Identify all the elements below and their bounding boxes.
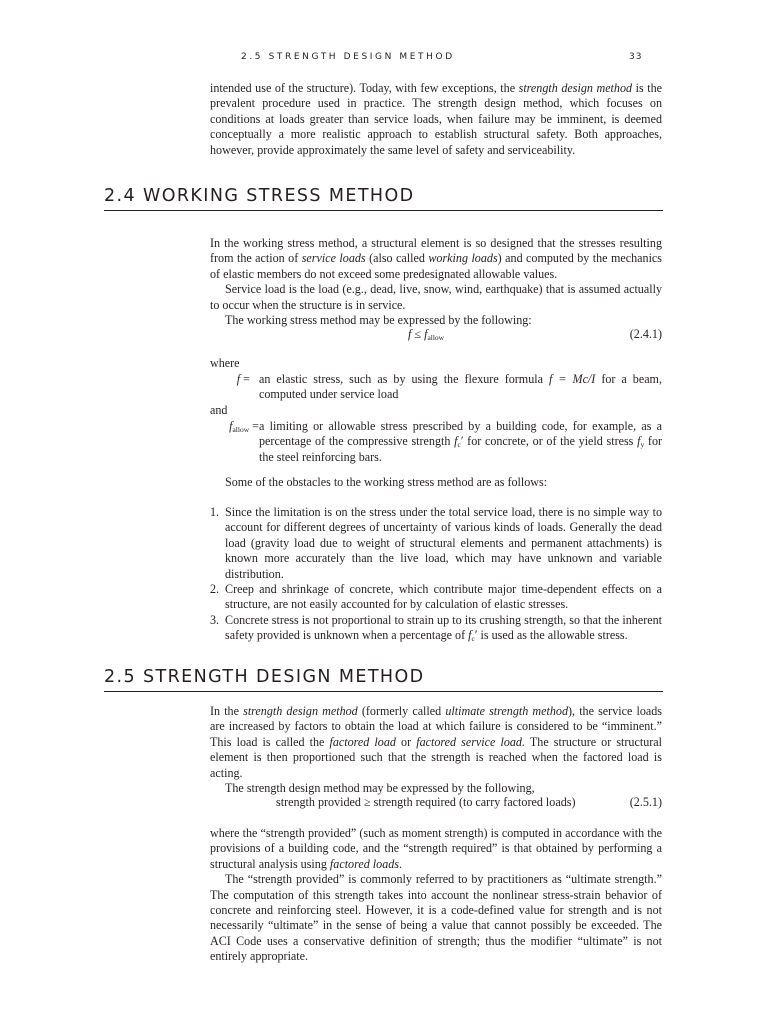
definition-symbol: $f_{allow}$ = <box>229 419 259 434</box>
list-item: 2. Creep and shrinkage of concrete, which contribute major time-dependent effects on a structure, are not easily accounted for by calculation of elastic stresses. <box>210 582 662 612</box>
where-label: where <box>210 356 240 370</box>
section-2-4-text <box>210 236 662 328</box>
equation-number: (2.5.1) <box>629 795 662 809</box>
equation-2-4-1 <box>210 327 662 345</box>
section-heading-2-4: 2.4 WORKING STRESS METHOD <box>104 186 663 211</box>
equation-number: (2.4.1) <box>629 327 662 341</box>
running-head <box>0 50 768 64</box>
definition-text: an elastic stress, such as by using the flexure formula f = Mc/I for a beam, computed under service load <box>259 372 662 402</box>
running-head-title: 2.5 STRENGTH DESIGN METHOD <box>241 52 455 62</box>
paragraph: The “strength provided” is commonly referred to by practitioners as “ultimate strength.” The computation of this strength takes into account the nonlinear stress-strain behavior of concrete and reinforcing steel. However, it is a code-defined value for strength and is not necessarily “ultimate” in the sense of being a value that cannot possibly be exceeded. The ACI Code uses a conservative definition of strength; thus the modifier “ultimate” is not entirely appropriate. <box>210 872 662 964</box>
section-2-5-continued <box>210 826 662 965</box>
page-number: 33 <box>629 52 643 62</box>
equation-body: strength provided ≥ strength required (to carry factored loads) <box>276 795 576 809</box>
definition-text: a limiting or allowable stress prescribed by a building code, for example, as a percentage of the compressive strength $f_c'$ for concrete, or of the yield stress $f_y$ for the steel reinforcing bars. <box>259 419 663 464</box>
list-item: 1. Since the limitation is on the stress under the total service load, there is no simple way to account for different degrees of uncertainty of various kinds of loads. Generally the dead load (gravity load due to weight of structural elements and permanent attachments) is known more accurately than the live load, which may have unknown and variable distribution. <box>210 505 662 581</box>
section-heading-2-5: 2.5 STRENGTH DESIGN METHOD <box>104 667 663 692</box>
list-item: 3. Concrete stress is not proportional to strain up to its crushing strength, so that the inherent safety provided is unknown when a percentage of $f_c'$ is used as the allowable stress. <box>210 612 662 644</box>
section-2-5-text <box>210 704 662 796</box>
equation-body: $f \le f_{allow}$ <box>408 327 445 342</box>
paragraph: The working stress method may be expressed by the following: <box>225 313 532 328</box>
paragraph: Service load is the load (e.g., dead, live, snow, wind, earthquake) that is assumed actually to occur when the structure is in service. <box>210 282 662 312</box>
intro-paragraph: intended use of the structure). Today, with few exceptions, the strength design method is the prevalent procedure used in practice. The strength design method, which focuses on conditions at loads greater than service loads, when failure may be imminent, is deemed conceptually a more realistic approach to establish structural safety. Both approaches, however, provide approximately the same level of safety and serviceability. <box>210 81 662 157</box>
equation-2-5-1 <box>210 795 662 813</box>
paragraph: In the working stress method, a structural element is so designed that the stresses resulting from the action of service loads (also called working loads) and computed by the mechanics of elastic members do not exceed some predesignated allowable values. <box>210 236 663 281</box>
and-label: and <box>210 403 228 417</box>
paragraph: where the “strength provided” (such as moment strength) is computed in accordance with the provisions of a building code, and the “strength required” is that obtained by performing a structural analysis using factored loads. <box>210 826 662 871</box>
obstacles-intro: Some of the obstacles to the working stress method are as follows: <box>225 475 548 489</box>
paragraph: In the strength design method (formerly called ultimate strength method), the service loads are increased by factors to obtain the load at which failure is considered to be “imminent.” This load is called the factored load or factored service load. The structure or structural element is then proportioned such that the strength is reached when the factored load is acting. <box>210 704 663 780</box>
obstacles-list <box>210 505 662 644</box>
definition-symbol: f = <box>236 372 250 386</box>
paragraph: The strength design method may be expressed by the following, <box>225 781 535 796</box>
